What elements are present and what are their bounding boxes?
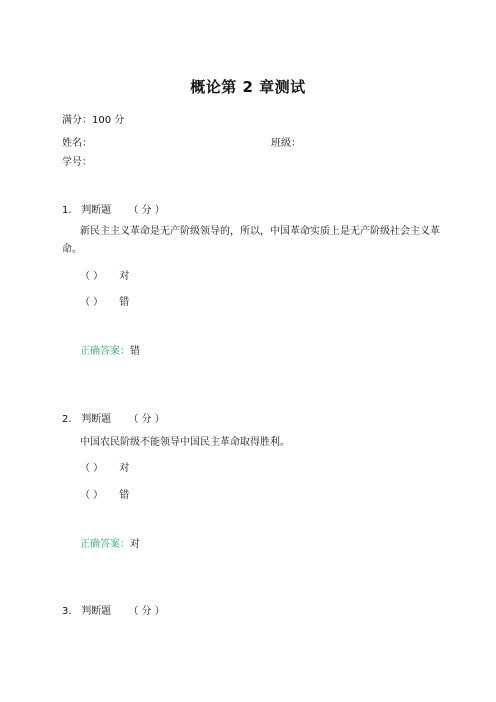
option-text: 对 — [119, 271, 130, 282]
question-points: （ 分 ） — [128, 205, 165, 216]
question-number: 2. — [62, 414, 72, 425]
question-number: 3. — [62, 606, 72, 617]
option-text: 错 — [119, 297, 130, 308]
answer-value: 错 — [130, 346, 140, 357]
question-type: 判断题 — [81, 414, 112, 425]
class-label: 班级： — [271, 138, 301, 149]
option-text: 错 — [119, 490, 130, 501]
question-type: 判断题 — [81, 205, 112, 216]
question-number: 1. — [62, 205, 72, 216]
question-1-option-true[interactable] — [80, 270, 129, 284]
question-3-header — [62, 605, 165, 619]
question-type: 判断题 — [81, 606, 112, 617]
answer-label: 正确答案： — [80, 539, 130, 550]
question-points: （ 分 ） — [128, 414, 165, 425]
option-bracket: （ ） — [80, 297, 104, 308]
question-2-option-false[interactable] — [80, 489, 129, 503]
option-bracket: （ ） — [80, 490, 104, 501]
question-2-answer — [80, 538, 140, 552]
question-1-answer — [80, 345, 140, 359]
question-1-option-false[interactable] — [80, 296, 129, 310]
question-points: （ 分 ） — [128, 606, 165, 617]
option-bracket: （ ） — [80, 463, 104, 474]
page-title: 概论第 2 章测试 — [190, 78, 306, 96]
option-bracket: （ ） — [80, 271, 104, 282]
question-2-option-true[interactable] — [80, 462, 129, 476]
name-label: 姓名： — [62, 138, 92, 149]
full-score: 满分：100 分 — [62, 115, 125, 126]
student-id-label: 学号： — [62, 157, 92, 168]
question-2-stem: 中国农民阶级不能领导中国民主革命取得胜利。 — [80, 437, 290, 448]
answer-label: 正确答案： — [80, 346, 130, 357]
question-1-header — [62, 204, 165, 218]
question-1-stem: 新民主主义革命是无产阶级领导的，所以，中国革命实质上是无产阶级社会主义革命。 — [62, 226, 440, 255]
option-text: 对 — [119, 463, 130, 474]
answer-value: 对 — [130, 539, 140, 550]
question-2-header — [62, 413, 165, 427]
